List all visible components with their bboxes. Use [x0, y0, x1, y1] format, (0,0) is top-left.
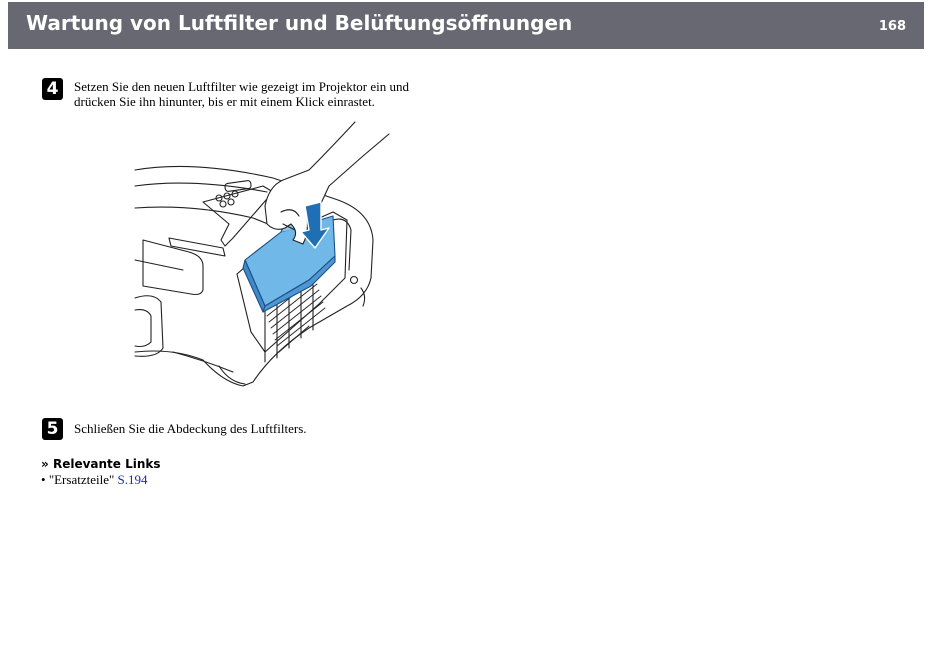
page-number: 168 — [878, 19, 906, 34]
step-4-text — [74, 79, 409, 109]
related-link-item — [41, 472, 148, 488]
page-header — [8, 2, 924, 49]
lens — [135, 296, 163, 357]
bullet-icon: • — [41, 472, 46, 487]
page-link[interactable]: S.194 — [117, 472, 148, 487]
step-4-text-line2: drücken Sie ihn hinunter, bis er mit einem Klick einrastet. — [74, 94, 375, 109]
step-5-badge: 5 — [42, 418, 63, 440]
step-5-text: Schließen Sie die Abdeckung des Luftfilters. — [74, 421, 307, 436]
related-link-title: "Ersatzteile" — [48, 472, 115, 487]
projector-filter-illustration — [133, 120, 395, 392]
step-4-badge: 4 — [42, 78, 63, 100]
step-4-text-line1: Setzen Sie den neuen Luftfilter wie gezeigt im Projektor ein und — [74, 79, 410, 94]
related-links-heading — [41, 457, 161, 471]
double-arrow-icon: » — [41, 457, 49, 471]
page-title: Wartung von Luftfilter und Belüftungsöffnungen — [26, 11, 573, 35]
related-links-label: Relevante Links — [52, 457, 161, 471]
